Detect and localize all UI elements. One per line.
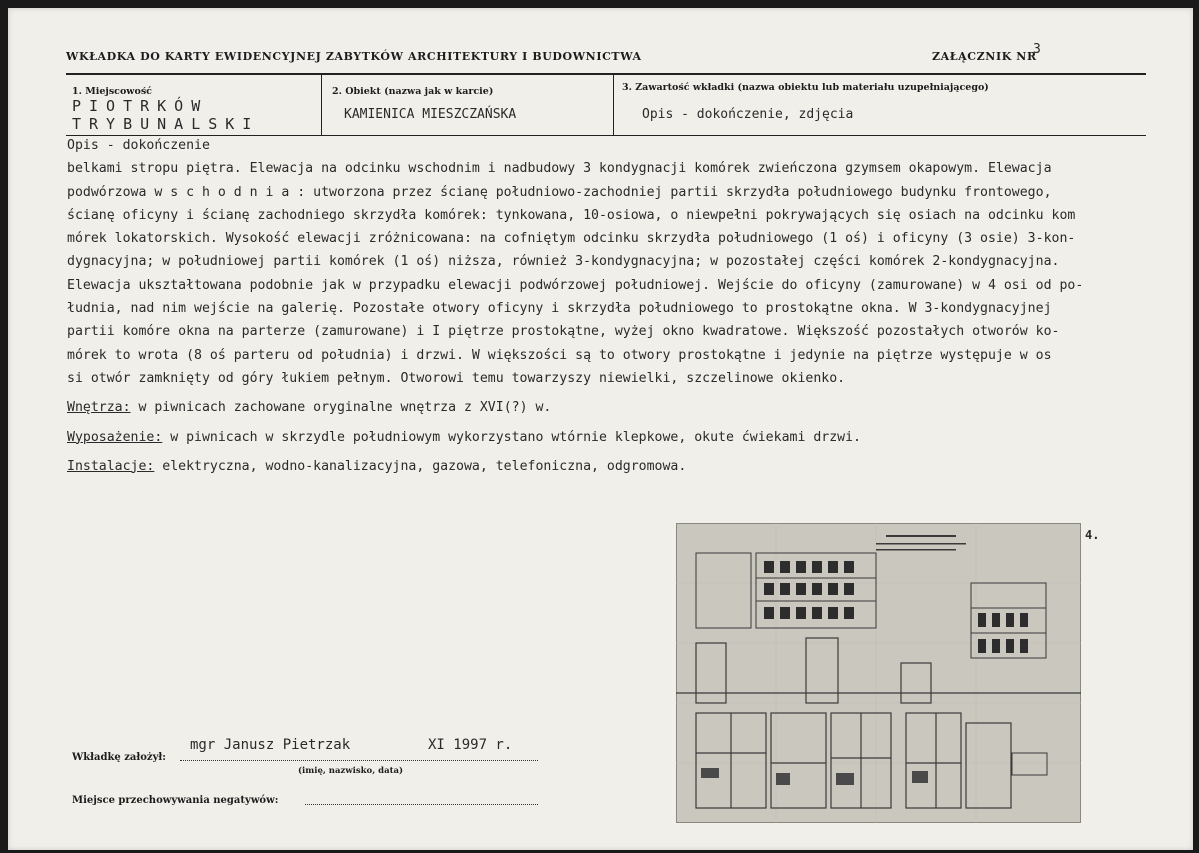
interiors-paragraph <box>67 396 1157 419</box>
cell-divider-1 <box>321 74 322 135</box>
installations-label: Instalacje: <box>67 458 155 474</box>
description-line: ścianę oficyny i ścianę zachodniego skrzydła komórek: tynkowana, 10-osiowa, o niewpełni pokrywających się osiach na odcinku kom <box>67 207 1076 223</box>
form-title: WKŁADKA DO KARTY EWIDENCYJNEJ ZABYTKÓW ARCHITEKTURY I BUDOWNICTWA <box>66 50 642 63</box>
interiors-label: Wnętrza: <box>67 400 131 416</box>
annex-number: 3 <box>1033 42 1041 57</box>
author-dotted-line <box>180 760 538 761</box>
object-label: 2. Obiekt (nazwa jak w karcie) <box>332 86 494 97</box>
locality-label: 1. Miejscowość <box>72 86 152 97</box>
equipment-text: w piwnicach w skrzydle południowym wykorzystano wtórnie klepkowe, okute ćwiekami drzwi. <box>162 429 861 445</box>
installations-text: elektryczna, wodno-kanalizacyjna, gazowa, telefoniczna, odgromowa. <box>154 458 687 474</box>
author-label: Wkładkę założył: <box>72 752 166 763</box>
contents-label: 3. Zawartość wkładki (nazwa obiektu lub materiału uzupełniającego) <box>622 82 989 93</box>
object-value: KAMIENICA MIESZCZAŃSKA <box>344 107 517 122</box>
description-line: Elewacja ukształtowana podobnie jak w przypadku elewacji podwórzowej południowej. Wejście do oficyny (zamurowane) w 4 osi od po- <box>67 277 1084 293</box>
description-body <box>67 134 1157 478</box>
equipment-label: Wyposażenie: <box>67 429 163 445</box>
equipment-paragraph <box>67 426 1157 449</box>
contents-value: Opis - dokończenie, zdjęcia <box>642 107 854 122</box>
author-date: XI 1997 r. <box>428 737 513 753</box>
author-name: mgr Janusz Pietrzak <box>190 737 351 753</box>
description-line: łudnia, nad nim wejście na galerię. Pozostałe otwory oficyny i skrzydła południowego to prostokątne okna. W 3-kondygnacyjnej <box>67 301 1052 317</box>
description-line: mórek lokatorskich. Wysokość elewacji zróżnicowana: na cofniętym odcinku skrzydła południowego (1 oś) i oficyny (3 osie) 3-kon- <box>67 231 1076 247</box>
negatives-label: Miejsce przechowywania negatywów: <box>72 795 279 806</box>
installations-paragraph <box>67 455 1157 478</box>
header-top-rule <box>66 73 1146 75</box>
cell-divider-2 <box>613 74 614 135</box>
author-caption: (imię, nazwisko, data) <box>298 766 404 776</box>
description-line: partii komóre okna na parterze (zamurowane) i I piętrze prostokątne, wyżej okno kwadratowe. Większość pozostałych otworów ko- <box>67 324 1060 340</box>
annex-label: ZAŁĄCZNIK NR <box>932 50 1037 63</box>
section-title: Opis - dokończenie <box>67 138 210 153</box>
locality-line-2: TRYBUNALSKI <box>72 115 260 133</box>
locality-line-1: PIOTRKÓW <box>72 97 209 115</box>
description-line: belkami stropu piętra. Elewacja na odcinku wschodnim i nadbudowy 3 kondygnacji komórek zwieńczona gzymsem okapowym. Elewacja <box>67 161 1052 177</box>
description-line: si otwór zamknięty od góry łukiem pełnym. Otworowi temu towarzyszy niewielki, szczelinowe okienko. <box>67 370 846 386</box>
interiors-text: w piwnicach zachowane oryginalne wnętrza z XVI(?) w. <box>130 400 552 416</box>
photo-number: 4. <box>1085 528 1100 542</box>
architectural-drawing-photo <box>676 523 1081 823</box>
description-line: dygnacyjna; w południowej partii komórek (1 oś) niższa, również 3-kondygnacyjna; w pozostałej części komórek 2-kondygnacyjna. <box>67 254 1060 270</box>
description-line: podwórzowa w s c h o d n i a : utworzona przez ścianę południowo-zachodniej partii skrzydła południowego budynku frontowego, <box>67 184 1052 200</box>
negatives-dotted-line <box>305 804 538 805</box>
drawing-svg <box>676 523 1081 823</box>
description-line: mórek to wrota (8 oś parteru od południa) i drzwi. W większości są to otwory prostokątne i jedynie na piętrze występuje w os <box>67 347 1052 363</box>
